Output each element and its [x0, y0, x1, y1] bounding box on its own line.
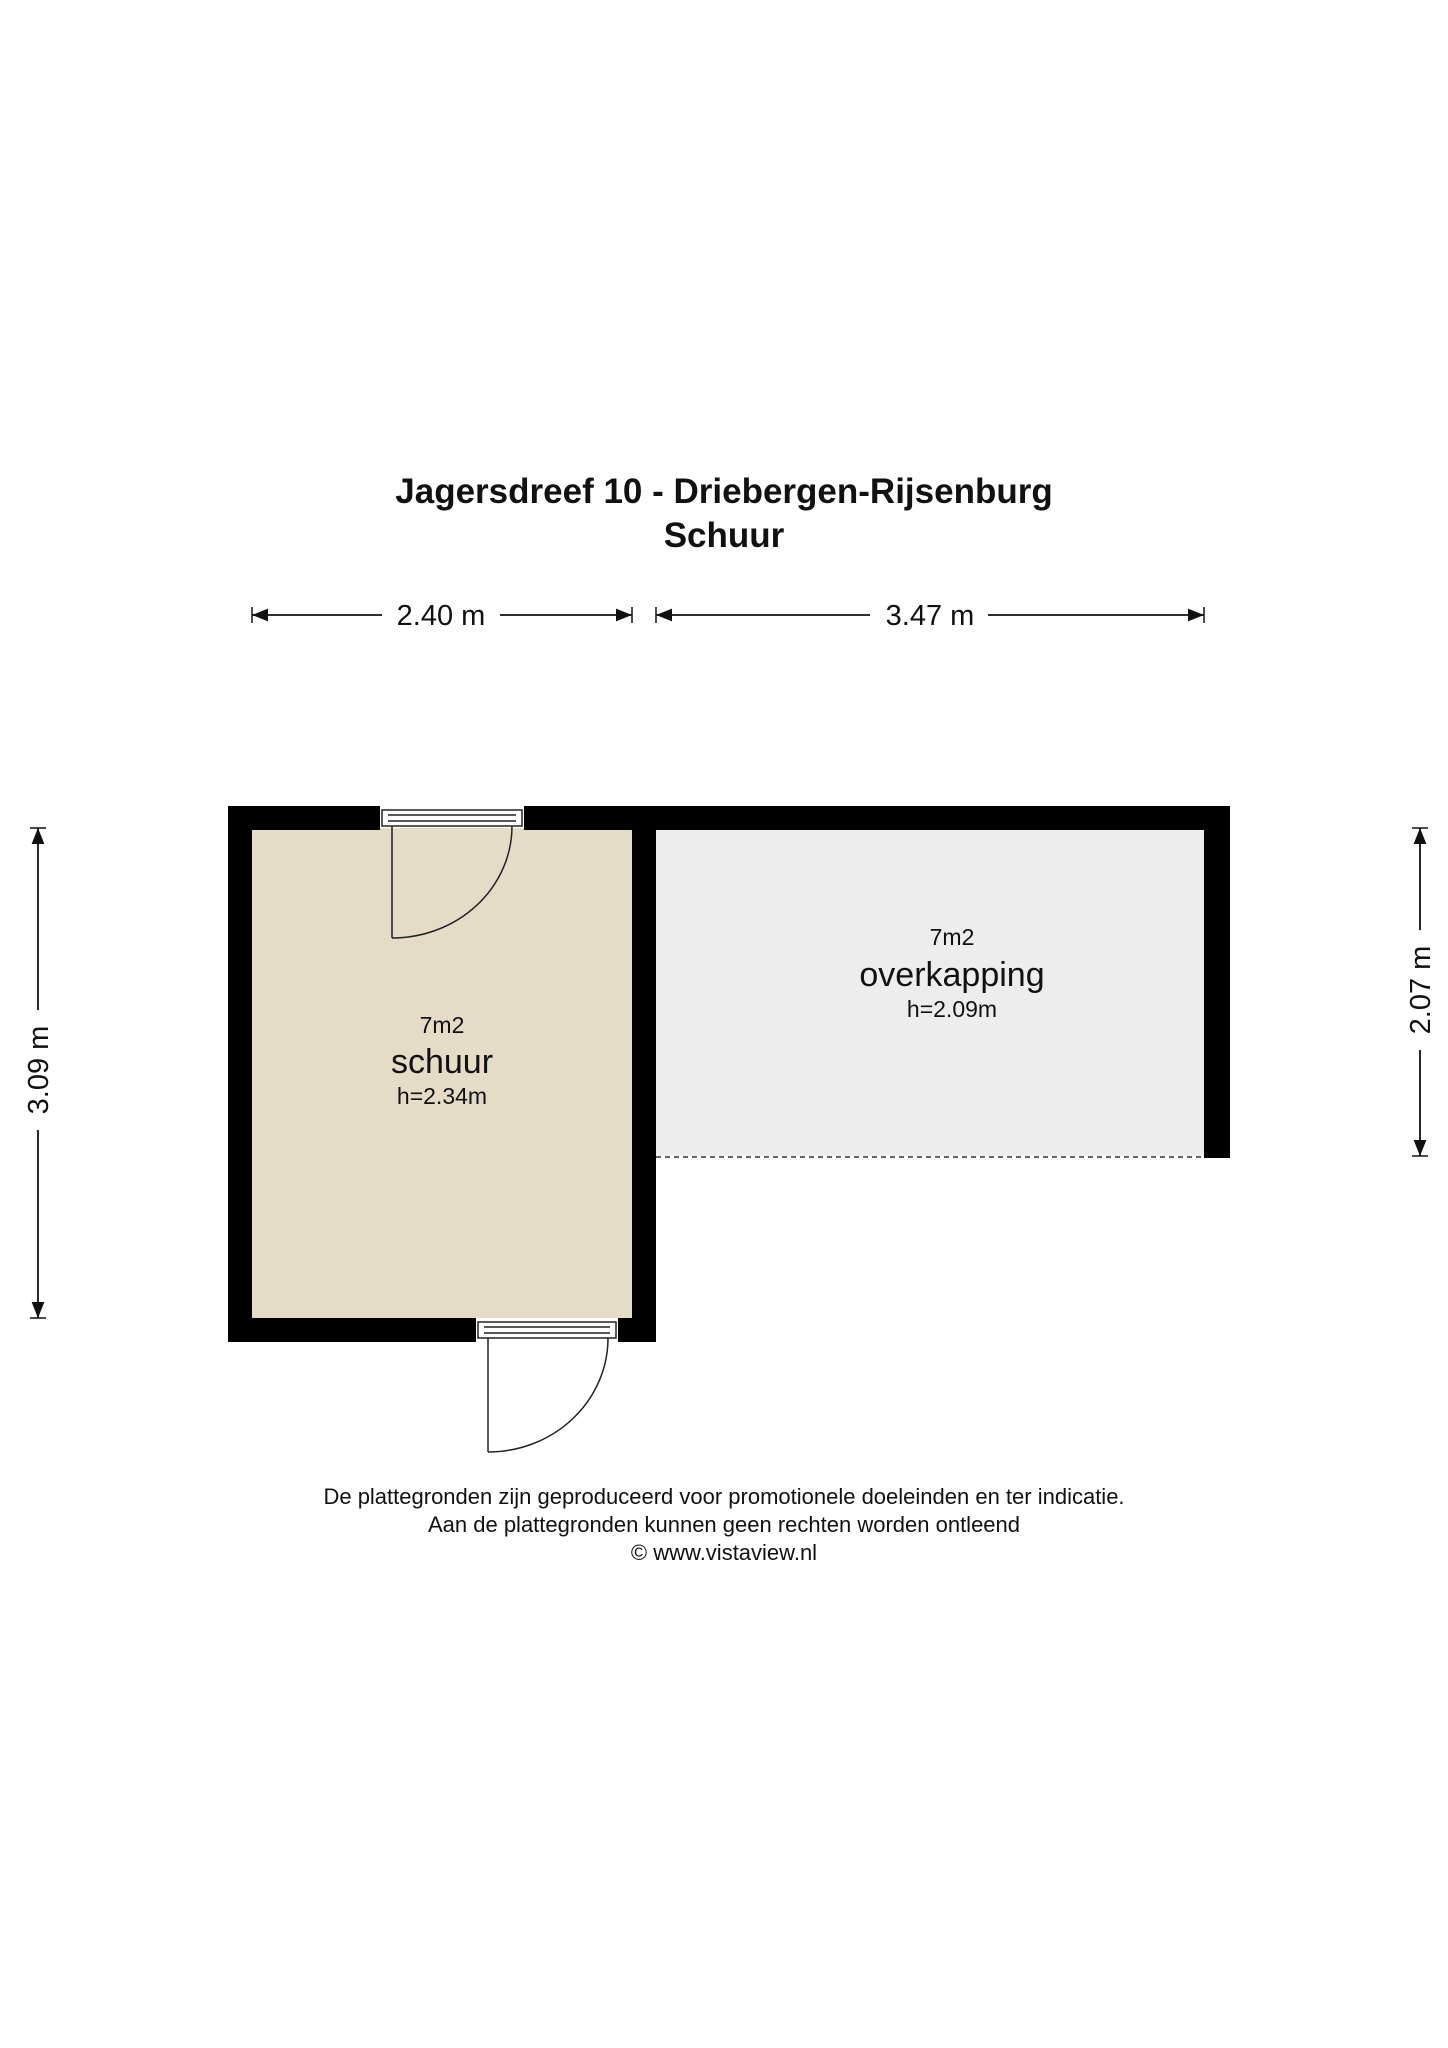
- plan-title: Jagersdreef 10 - Driebergen-Rijsenburg: [395, 472, 1053, 511]
- wall-bottom-left: [228, 1318, 476, 1342]
- dimension-left-label: 3.09 m: [23, 1025, 55, 1115]
- plan-subtitle: Schuur: [663, 516, 785, 555]
- wall-middle: [632, 806, 656, 1342]
- overkapping-area-label: 7m2: [929, 924, 975, 950]
- wall-top-right: [524, 806, 1230, 830]
- schuur-height-label: h=2.34m: [396, 1083, 488, 1109]
- dimension-top-left-label: 2.40 m: [396, 600, 486, 632]
- wall-bottom-right: [618, 1318, 656, 1342]
- dimension-top-right-label: 3.47 m: [885, 600, 975, 632]
- dimension-right-label: 2.07 m: [1405, 945, 1437, 1035]
- disclaimer-line-1: De plattegronden zijn geproduceerd voor promotionele doeleinden en ter indicatie.: [323, 1484, 1125, 1509]
- copyright-line: © www.vistaview.nl: [630, 1540, 818, 1565]
- overkapping-name-label: overkapping: [859, 956, 1045, 994]
- schuur-area-label: 7m2: [419, 1012, 465, 1038]
- wall-left: [228, 806, 252, 1342]
- wall-right: [1204, 806, 1230, 1158]
- overkapping-height-label: h=2.09m: [906, 996, 998, 1022]
- schuur-name-label: schuur: [390, 1043, 494, 1081]
- disclaimer-line-2: Aan de plattegronden kunnen geen rechten worden ontleend: [427, 1512, 1021, 1537]
- bottom-door: [478, 1322, 616, 1452]
